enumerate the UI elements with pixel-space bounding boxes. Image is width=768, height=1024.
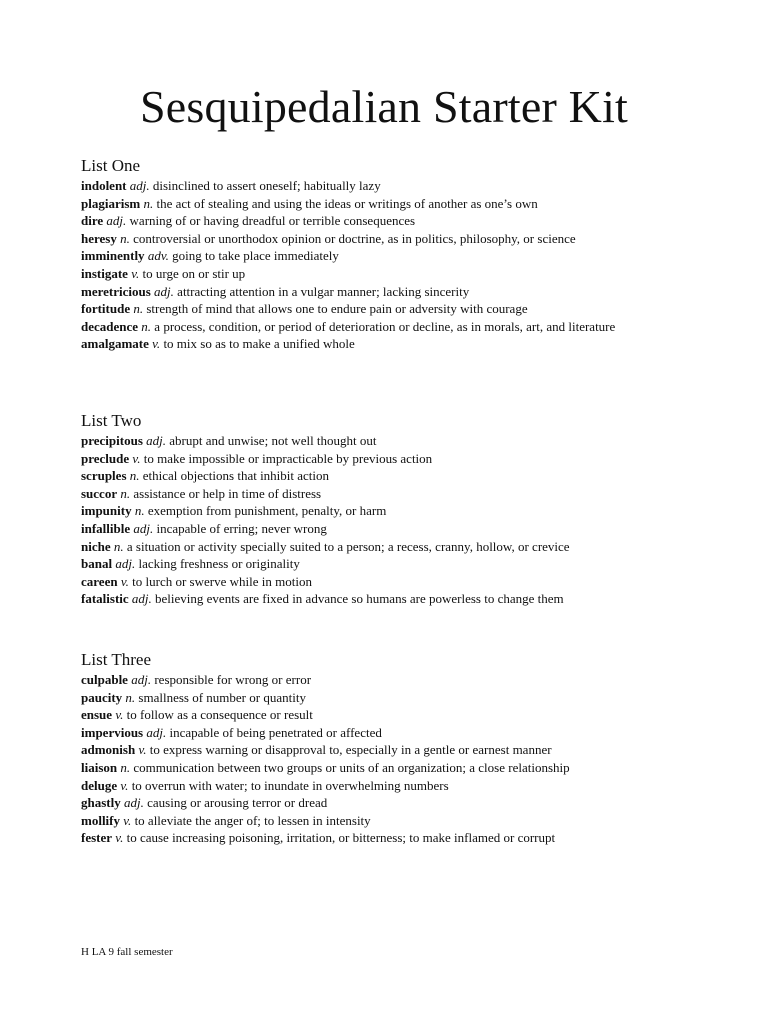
entry-definition: to urge on or stir up (142, 265, 246, 281)
entry-term: paucity (81, 689, 123, 705)
vocab-entry (81, 741, 761, 759)
entry-term: preclude (81, 450, 130, 466)
entry-definition: the act of stealing and using the ideas or writings of another as one’s own (156, 195, 538, 211)
entry-term: instigate (81, 265, 128, 281)
vocab-entry (81, 212, 761, 230)
entry-term: impervious (81, 724, 144, 740)
entry-part-of-speech: n. (129, 468, 140, 484)
entry-part-of-speech: v. (123, 812, 132, 828)
entry-part-of-speech: n. (113, 538, 124, 554)
entry-definition: abrupt and unwise; not well thought out (169, 433, 377, 448)
entry-term: culpable (81, 672, 128, 687)
vocab-entry (81, 318, 761, 336)
entry-definition: a situation or activity specially suited to a person; a recess, cranny, hollow, or crevice (126, 538, 570, 554)
vocab-entry (81, 812, 761, 830)
entry-term: ensue (81, 707, 113, 723)
vocab-entry (81, 467, 761, 485)
entry-part-of-speech: adj. (123, 795, 144, 811)
vocab-entry (81, 794, 761, 812)
vocab-entry (81, 195, 761, 213)
vocab-entry (81, 450, 761, 468)
entry-term: imminently (81, 248, 145, 264)
vocab-entry (81, 829, 761, 847)
entry-term: scruples (81, 468, 127, 484)
entry-definition: responsible for wrong or error (154, 672, 312, 687)
entry-definition: communication between two groups or units of an organization; a close relationship (133, 759, 570, 775)
entry-part-of-speech: n. (120, 485, 131, 501)
entry-definition: causing or arousing terror or dread (147, 795, 328, 811)
entry-part-of-speech: v. (131, 265, 140, 281)
entry-part-of-speech: adj. (154, 283, 174, 299)
entry-term: fortitude (81, 301, 131, 317)
entry-term: decadence (81, 318, 139, 334)
entry-part-of-speech: n. (120, 230, 130, 246)
vocab-entry (81, 759, 761, 777)
entry-term: heresy (81, 230, 117, 246)
entry-part-of-speech: v. (120, 777, 129, 793)
entry-part-of-speech: n. (133, 301, 144, 317)
entry-term: ghastly (81, 795, 121, 811)
vocab-entry (81, 555, 761, 573)
entry-part-of-speech: adj. (133, 520, 154, 536)
entry-definition: strength of mind that allows one to endure pain or adversity with courage (146, 301, 528, 317)
entry-part-of-speech: n. (143, 195, 154, 211)
entry-part-of-speech: adj. (115, 556, 136, 572)
entry-term: careen (81, 573, 118, 589)
entry-term: infallible (81, 520, 131, 536)
vocab-entry (81, 230, 761, 248)
entry-part-of-speech: n. (120, 759, 131, 775)
entry-definition: to lurch or swerve while in motion (132, 573, 312, 589)
page-title: Sesquipedalian Starter Kit (139, 81, 629, 132)
vocab-entry (81, 671, 761, 689)
entry-part-of-speech: v. (115, 830, 124, 846)
entry-definition: believing events are fixed in advance so humans are powerless to change them (155, 591, 564, 607)
list-heading: List One (81, 156, 141, 175)
entry-term: meretricious (81, 283, 151, 299)
entry-term: liaison (81, 759, 118, 775)
entry-term: banal (81, 556, 113, 572)
entry-term: amalgamate (81, 336, 149, 352)
entry-part-of-speech: v. (132, 450, 141, 466)
vocab-entry (81, 265, 761, 283)
entry-term: succor (81, 485, 118, 501)
vocab-entry (81, 590, 761, 608)
entry-definition: smallness of number or quantity (138, 689, 306, 705)
entry-definition: disinclined to assert oneself; habitually lazy (152, 178, 381, 193)
entry-term: admonish (81, 742, 136, 758)
entry-part-of-speech: adj. (146, 724, 167, 740)
footer-note: H LA 9 fall semester (81, 946, 173, 958)
entry-definition: ethical objections that inhibit action (142, 468, 330, 484)
entry-term: impunity (81, 503, 132, 519)
entries (81, 432, 761, 608)
list-heading: List Three (81, 650, 152, 669)
entry-definition: attracting attention in a vulgar manner; lacking sincerity (177, 283, 470, 299)
entry-definition: to overrun with water; to inundate in overwhelming numbers (131, 777, 449, 793)
entry-term: niche (81, 538, 111, 554)
entry-definition: going to take place immediately (172, 248, 339, 264)
entry-term: dire (81, 213, 104, 229)
entry-part-of-speech: n. (134, 503, 145, 519)
vocab-entry (81, 573, 761, 591)
vocab-entry (81, 706, 761, 724)
entry-definition: warning of or having dreadful or terrible consequences (129, 213, 416, 229)
entry-part-of-speech: v. (152, 336, 161, 352)
entry-definition: assistance or help in time of distress (133, 485, 322, 501)
vocab-entry (81, 335, 761, 353)
entry-part-of-speech: v. (115, 707, 124, 723)
vocab-entry (81, 432, 761, 450)
list-three (81, 650, 761, 847)
entries (81, 671, 761, 847)
entry-term: mollify (81, 812, 120, 828)
entry-definition: to mix so as to make a unified whole (163, 336, 355, 352)
entries (81, 177, 761, 353)
entry-definition: to alleviate the anger of; to lessen in intensity (134, 812, 371, 828)
entry-part-of-speech: adj. (131, 672, 152, 687)
vocab-entry (81, 777, 761, 795)
entry-term: indolent (81, 178, 127, 193)
entry-definition: exemption from punishment, penalty, or harm (147, 503, 387, 519)
entry-part-of-speech: n. (125, 689, 136, 705)
vocab-entry (81, 520, 761, 538)
entry-definition: incapable of being penetrated or affected (169, 724, 382, 740)
entry-part-of-speech: adj. (106, 213, 127, 229)
entry-part-of-speech: n. (141, 318, 152, 334)
entry-part-of-speech: adj. (129, 178, 150, 193)
vocab-entry (81, 247, 761, 265)
entry-definition: to express warning or disapproval to, especially in a gentle or earnest manner (149, 742, 552, 758)
vocab-entry (81, 300, 761, 318)
entry-term: precipitous (81, 433, 143, 448)
entry-term: fester (81, 830, 113, 846)
entry-definition: controversial or unorthodox opinion or doctrine, as in politics, philosophy, or science (133, 230, 576, 246)
entry-part-of-speech: adv. (147, 248, 169, 264)
entry-definition: to follow as a consequence or result (126, 707, 313, 723)
entry-term: fatalistic (81, 591, 129, 607)
vocab-entry (81, 689, 761, 707)
vocab-entry (81, 177, 761, 195)
vocab-entry (81, 502, 761, 520)
vocab-entry (81, 485, 761, 503)
list-one (81, 156, 761, 353)
entry-part-of-speech: adj. (146, 433, 167, 448)
vocab-entry (81, 283, 761, 301)
vocab-entry (81, 538, 761, 556)
entry-definition: a process, condition, or period of deterioration or decline, as in morals, art, and literature (154, 318, 616, 334)
entry-part-of-speech: v. (138, 742, 147, 758)
list-heading: List Two (81, 411, 142, 430)
entry-term: deluge (81, 777, 118, 793)
entry-term: plagiarism (81, 195, 141, 211)
entry-definition: to cause increasing poisoning, irritation, or bitterness; to make inflamed or corrupt (126, 830, 556, 846)
entry-part-of-speech: v. (120, 573, 129, 589)
entry-definition: incapable of erring; never wrong (156, 520, 327, 536)
entry-part-of-speech: adj. (131, 591, 152, 607)
entry-definition: lacking freshness or originality (138, 556, 300, 572)
vocab-entry (81, 724, 761, 742)
entry-definition: to make impossible or impracticable by previous action (143, 450, 433, 466)
list-two (81, 411, 761, 608)
